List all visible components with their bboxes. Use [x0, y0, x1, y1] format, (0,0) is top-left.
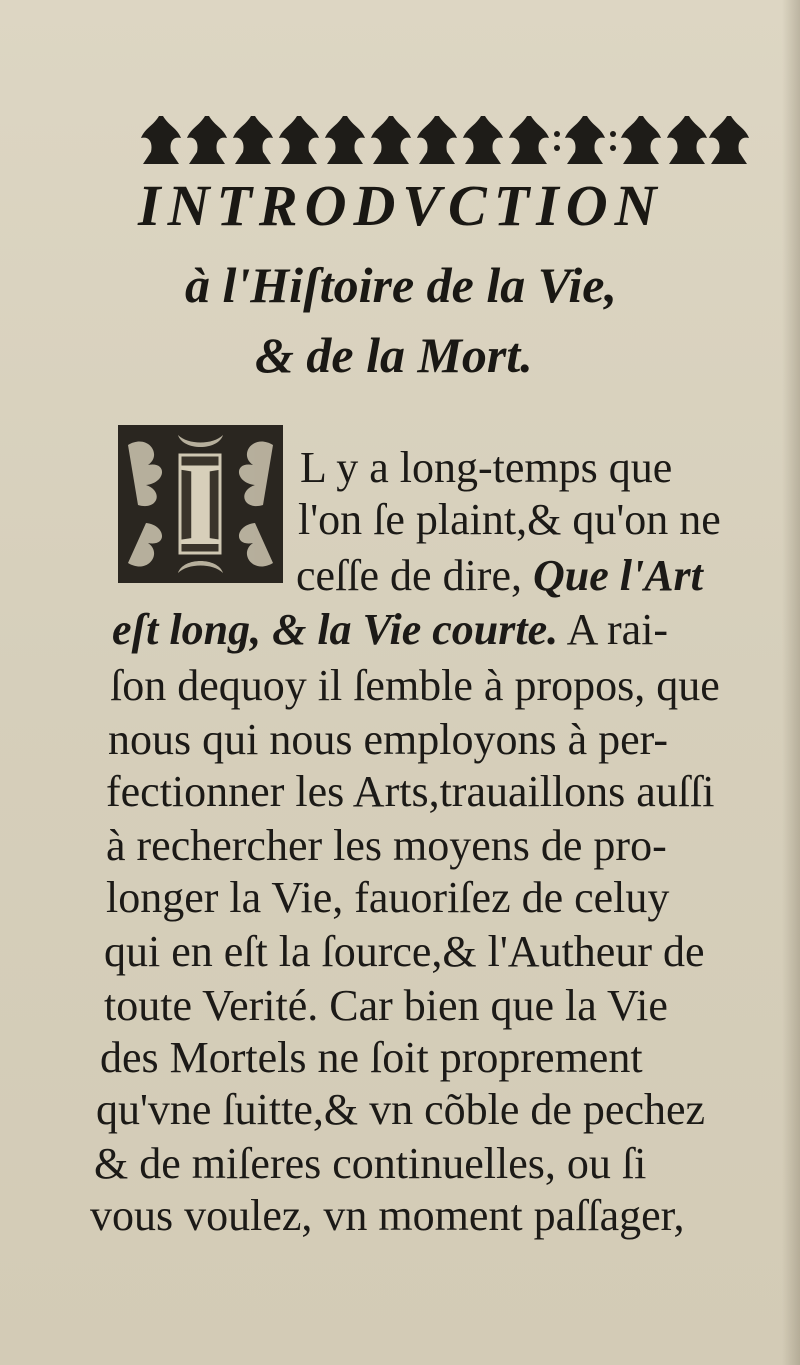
text-line: fectionner les Arts,trauaillons auſſi — [106, 767, 715, 816]
text-line: nous qui nous employons à per- — [108, 715, 669, 764]
text-line: longer la Vie, fauoriſez de celuy — [106, 873, 670, 922]
text-line: vous voulez, vn moment paſſager, — [90, 1191, 685, 1240]
chapter-subtitle-line2: & de la Mort. — [255, 327, 533, 383]
text-line — [112, 604, 668, 655]
text-line: à rechercher les moyens de pro- — [106, 821, 667, 870]
italic-quote: eſt long, & la Vie courte. — [112, 605, 559, 654]
text-segment: A rai- — [558, 605, 669, 654]
dropcap-letter: I — [177, 437, 224, 570]
chapter-subtitle-line1: à l'Hiſtoire de la Vie, — [185, 257, 617, 313]
text-line: L y a long-temps que — [300, 443, 673, 492]
text-line: ſon dequoy il ſemble à propos, que — [110, 661, 720, 710]
chapter-title: INTRODVCTION — [138, 173, 664, 238]
text-line: qui en eſt la ſource,& l'Autheur de — [104, 927, 705, 976]
text-line: toute Verité. Car bien que la Vie — [104, 981, 668, 1030]
italic-quote: Que l'Art — [532, 551, 703, 600]
text-segment: ceſſe de dire, — [296, 551, 533, 600]
text-line: & de miſeres continuelles, ou ſi — [94, 1139, 647, 1188]
fleuron-ornament-band — [135, 112, 750, 170]
page-edge-shadow — [782, 0, 800, 1365]
text-line: qu'vne ſuitte,& vn cõble de pechez — [96, 1085, 706, 1134]
text-line — [296, 550, 703, 601]
text-line: l'on ſe plaint,& qu'on ne — [298, 495, 721, 544]
text-line: des Mortels ne ſoit proprement — [100, 1033, 643, 1082]
